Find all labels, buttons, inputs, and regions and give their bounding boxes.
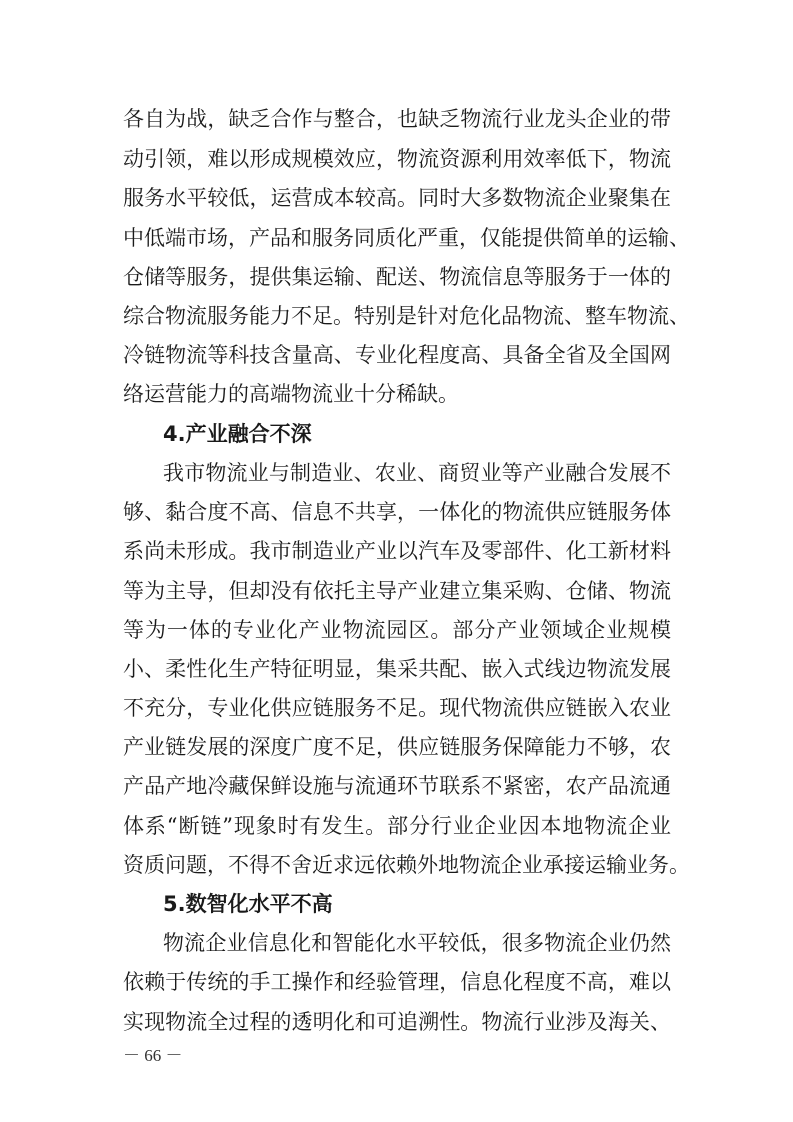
paragraph-line: 仓储等服务，提供集运输、配送、物流信息等服务于一体的 (123, 265, 671, 289)
page-number: － 66 － (123, 1046, 183, 1065)
paragraph-line: 络运营能力的高端物流业十分稀缺。 (123, 382, 459, 406)
paragraph-line: 我市物流业与制造业、农业、商贸业等产业融合发展不 (163, 461, 671, 485)
section-heading: 5.数智化水平不高 (163, 892, 333, 916)
paragraph-line: 系尚未形成。我市制造业产业以汽车及零部件、化工新材料 (123, 539, 671, 563)
paragraph-line: 冷链物流等科技含量高、专业化程度高、具备全省及全国网 (123, 343, 671, 367)
paragraph-line: 实现物流全过程的透明化和可追溯性。物流行业涉及海关、 (123, 1010, 671, 1034)
paragraph-line: 小、柔性化生产特征明显，集采共配、嵌入式线边物流发展 (123, 657, 671, 681)
paragraph-line: 够、黏合度不高、信息不共享，一体化的物流供应链服务体 (123, 500, 671, 524)
paragraph-line: 等为主导，但却没有依托主导产业建立集采购、仓储、物流 (123, 579, 671, 603)
paragraph-line: 体系“断链”现象时有发生。部分行业企业因本地物流企业 (123, 814, 671, 838)
paragraph-line: 动引领，难以形成规模效应，物流资源利用效率低下，物流 (123, 147, 671, 171)
section-heading: 4.产业融合不深 (163, 422, 312, 446)
paragraph-line: 等为一体的专业化产业物流园区。部分产业领域企业规模 (123, 618, 671, 642)
paragraph-line: 物流企业信息化和智能化水平较低，很多物流企业仍然 (163, 931, 671, 955)
paragraph-line: 服务水平较低，运营成本较高。同时大多数物流企业聚集在 (123, 186, 671, 210)
paragraph-line: 不充分，专业化供应链服务不足。现代物流供应链嵌入农业 (123, 696, 671, 720)
paragraph-line: 资质问题，不得不舍近求远依赖外地物流企业承接运输业务。 (123, 853, 690, 877)
paragraph-line: 各自为战，缺乏合作与整合，也缺乏物流行业龙头企业的带 (123, 107, 671, 131)
paragraph-line: 综合物流服务能力不足。特别是针对危化品物流、整车物流、 (123, 304, 690, 328)
paragraph-line: 产品产地冷藏保鲜设施与流通环节联系不紧密，农产品流通 (123, 774, 671, 798)
paragraph-line: 中低端市场，产品和服务同质化严重，仅能提供简单的运输、 (123, 226, 690, 250)
paragraph-line: 产业链发展的深度广度不足，供应链服务保障能力不够，农 (123, 735, 671, 759)
paragraph-line: 依赖于传统的手工操作和经验管理，信息化程度不高，难以 (123, 970, 671, 994)
